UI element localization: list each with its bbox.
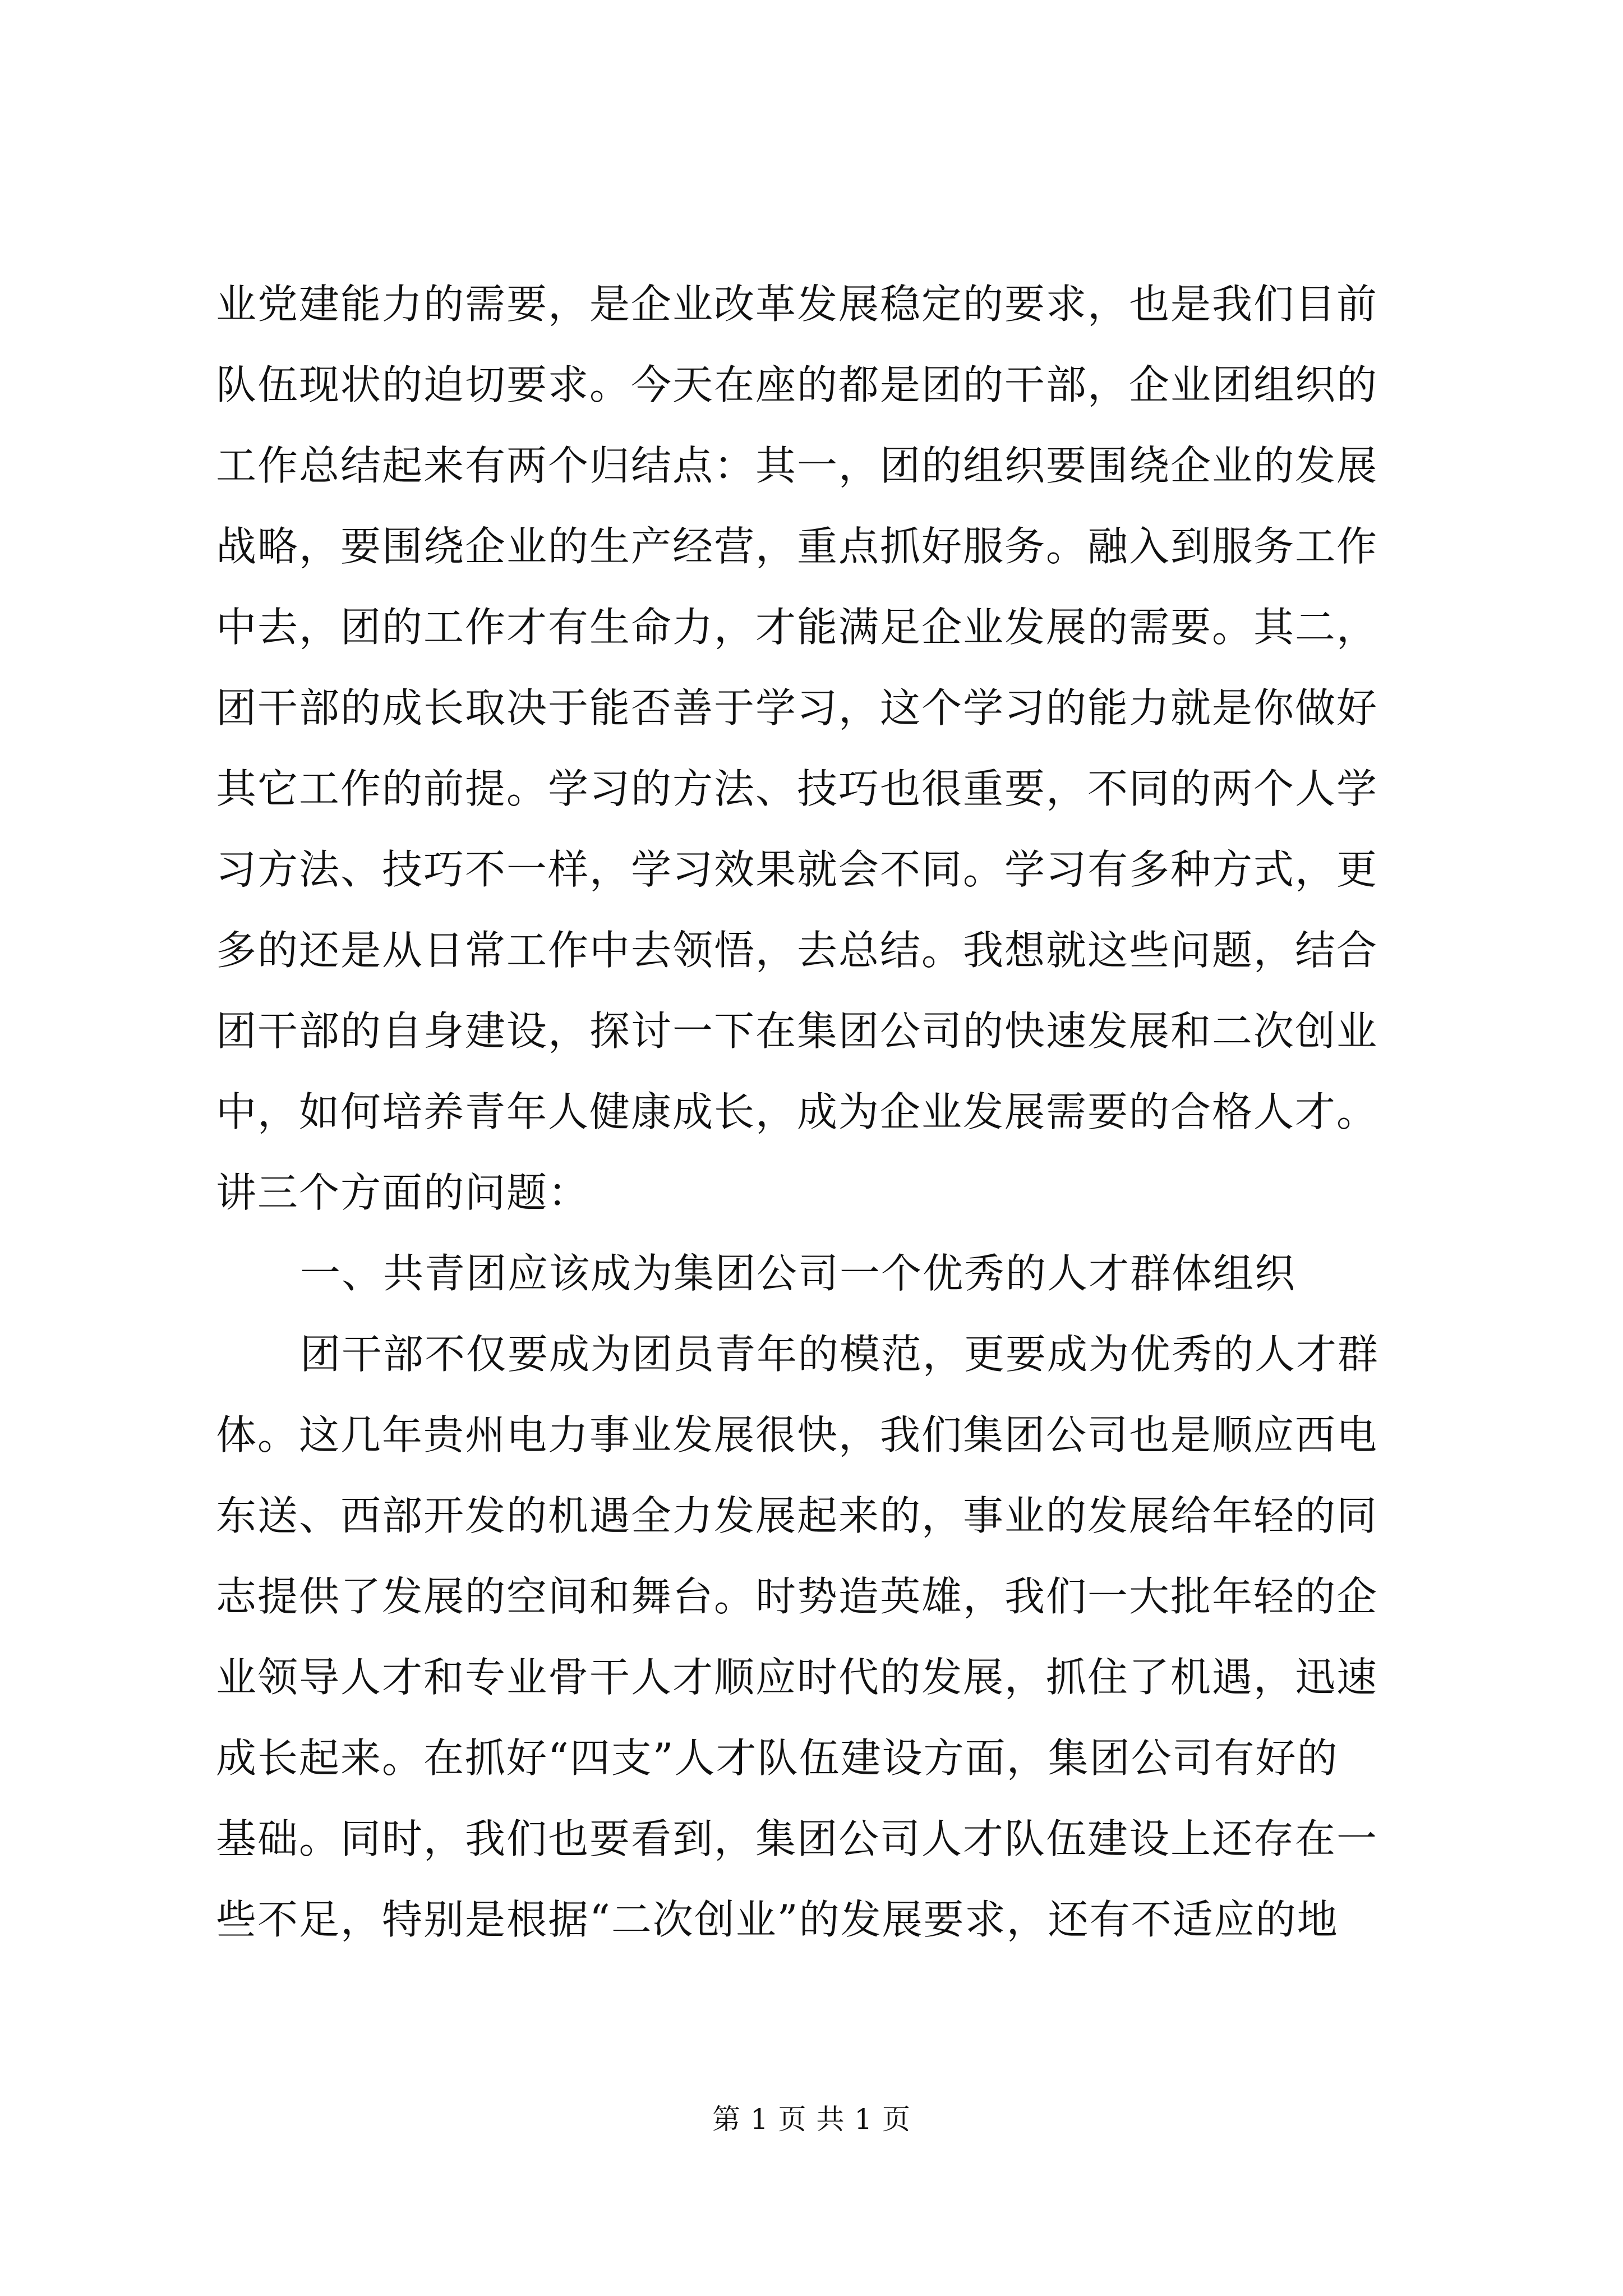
text-line: 业党建能力的需要，是企业改革发展稳定的要求，也是我们目前 [216, 280, 1378, 328]
text-line: 中，如何培养青年人健康成长，成为企业发展需要的合格人才。 [216, 1088, 1378, 1135]
body-text [216, 264, 1422, 1960]
text-line: 团干部不仅要成为团员青年的模范，更要成为优秀的人才群 [300, 1331, 1380, 1378]
text-line: 多的还是从日常工作中去领悟，去总结。我想就这些问题，结合 [216, 927, 1378, 974]
section-heading: 一、共青团应该成为集团公司一个优秀的人才群体组织 [300, 1250, 1297, 1297]
text-line: 志提供了发展的空间和舞台。时势造英雄，我们一大批年轻的企 [216, 1573, 1378, 1620]
text-line: 讲三个方面的问题： [216, 1169, 590, 1216]
text-line: 业领导人才和专业骨干人才顺应时代的发展，抓住了机遇，迅速 [216, 1654, 1378, 1701]
text-line: 东送、西部开发的机遇全力发展起来的，事业的发展给年轻的同 [216, 1492, 1378, 1539]
text-line: 战略，要围绕企业的生产经营，重点抓好服务。融入到服务工作 [216, 523, 1378, 570]
text-line: 成长起来。在抓好“四支”人才队伍建设方面，集团公司有好的 [216, 1734, 1339, 1782]
text-line: 些不足，特别是根据“二次创业”的发展要求，还有不适应的地 [216, 1896, 1339, 1943]
text-line: 体。这几年贵州电力事业发展很快，我们集团公司也是顺应西电 [216, 1411, 1378, 1458]
text-line: 团干部的成长取决于能否善于学习，这个学习的能力就是你做好 [216, 684, 1378, 731]
text-line: 基础。同时，我们也要看到，集团公司人才队伍建设上还存在一 [216, 1815, 1378, 1862]
text-line: 中去，团的工作才有生命力，才能满足企业发展的需要。其二， [216, 604, 1378, 651]
page-footer: 第 1 页 共 1 页 [712, 2103, 911, 2136]
text-line: 队伍现状的迫切要求。今天在座的都是团的干部，企业团组织的 [216, 361, 1378, 408]
text-line: 团干部的自身建设，探讨一下在集团公司的快速发展和二次创业 [216, 1007, 1378, 1055]
text-line: 习方法、技巧不一样，学习效果就会不同。学习有多种方式，更 [216, 846, 1378, 893]
text-line: 工作总结起来有两个归结点：其一，团的组织要围绕企业的发展 [216, 442, 1378, 489]
text-line: 其它工作的前提。学习的方法、技巧也很重要，不同的两个人学 [216, 765, 1378, 812]
